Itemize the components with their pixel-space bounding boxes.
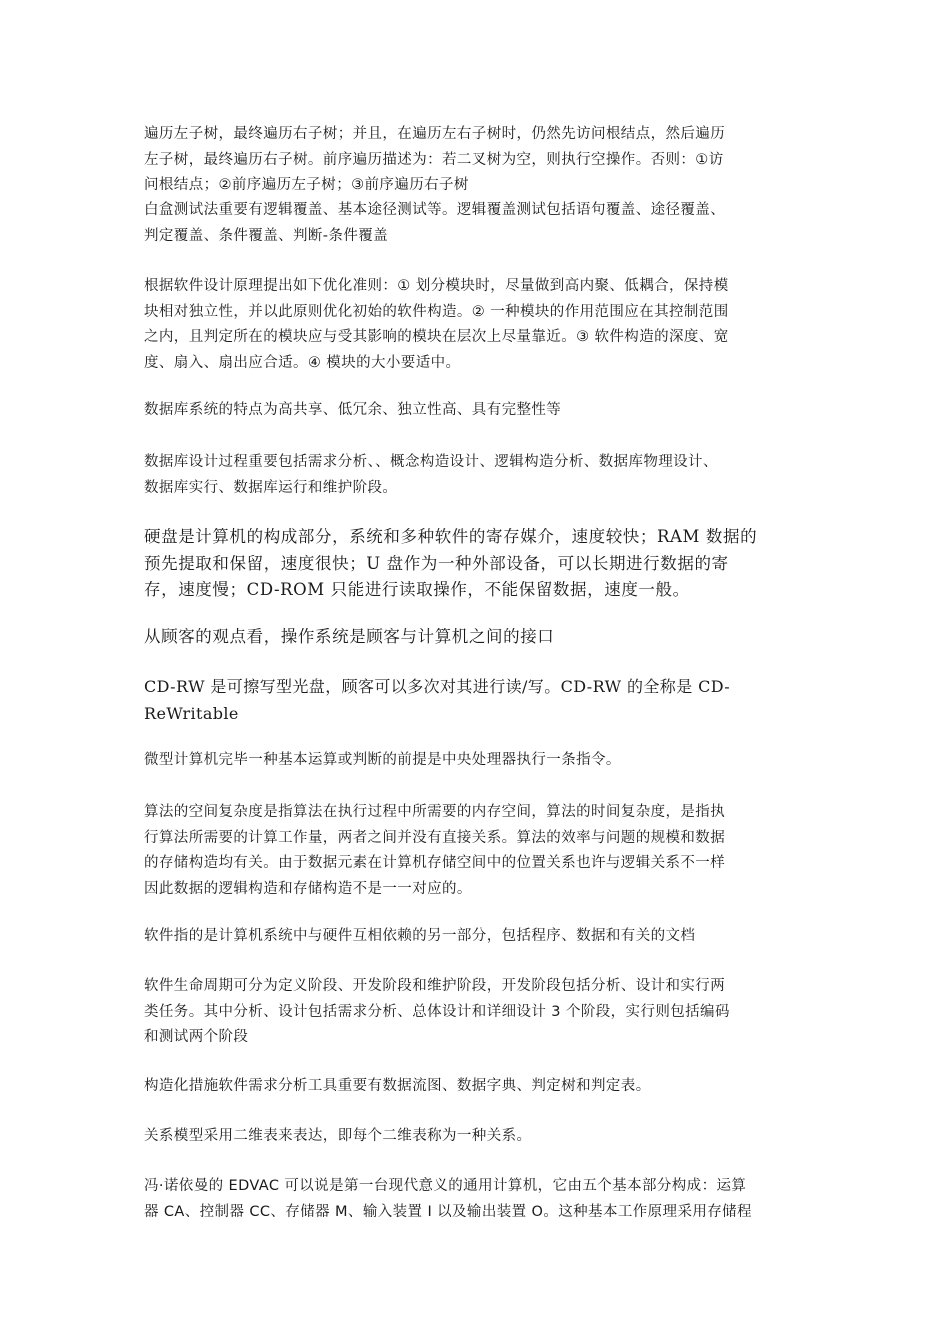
paragraph-whitebox-testing: 白盒测试法重要有逻辑覆盖、基本途径测试等。逻辑覆盖测试包括语句覆盖、途径覆盖、 判定覆盖、条件覆盖、判断-条件覆盖 bbox=[144, 202, 726, 244]
paragraph-von-neumann: 冯·诺依曼的 EDVAC 可以说是第一台现代意义的通用计算机，它由五个基本部分构成：运算 器 CA、控制器 CC、存储器 M、输入装置 I 以及输出装置 O。这种基本工作原理采用存储程 bbox=[144, 1178, 752, 1220]
paragraph-structured-analysis-tools: 构造化措施软件需求分析工具重要有数据流图、数据字典、判定树和判定表。 bbox=[144, 1078, 651, 1094]
paragraph-preorder-traversal: 遍历左子树，最终遍历右子树；并且，在遍历左右子树时，仍然先访问根结点，然后遍历 左子树，最终遍历右子树。前序遍历描述为：若二叉树为空，则执行空操作。否则：①访 问根结点；②前序遍历左子树；③前序遍历右子树 bbox=[144, 126, 726, 193]
paragraph-os-interface: 从顾客的观点看，操作系统是顾客与计算机之间的接口 bbox=[144, 627, 555, 646]
paragraph-database-features: 数据库系统的特点为高共享、低冗余、独立性高、具有完整性等 bbox=[144, 402, 562, 418]
paragraph-software-definition: 软件指的是计算机系统中与硬件互相依赖的另一部分，包括程序、数据和有关的文档 bbox=[144, 928, 696, 944]
paragraph-design-principles: 根据软件设计原理提出如下优化准则：① 划分模块时，尽量做到高内聚、低耦合，保持模 块相对独立性，并以此原则优化初始的软件构造。② 一种模块的作用范围应在其控制范围 之内，且判定所在的模块应与受其影响的模块在层次上尽量靠近。③ 软件构造的深度、宽 度、扇入、扇出应合适。④ 模块的大小要适中。 bbox=[144, 278, 729, 371]
paragraph-storage-devices: 硬盘是计算机的构成部分，系统和多种软件的寄存媒介，速度较快；RAM 数据的 预先提取和保留，速度很快；U 盘作为一种外部设备，可以长期进行数据的寄 存，速度慢；CD-ROM 只能进行读取操作，不能保留数据，速度一般。 bbox=[144, 527, 758, 599]
paragraph-database-design: 数据库设计过程重要包括需求分析、、概念构造设计、逻辑构造分析、数据库物理设计、 数据库实行、数据库运行和维护阶段。 bbox=[144, 454, 718, 496]
paragraph-cd-rw: CD-RW 是可擦写型光盘，顾客可以多次对其进行读/写。CD-RW 的全称是 CD- ReWritable bbox=[144, 677, 731, 723]
paragraph-microcomputer-instruction: 微型计算机完毕一种基本运算或判断的前提是中央处理器执行一条指令。 bbox=[144, 752, 621, 768]
paragraph-software-lifecycle: 软件生命周期可分为定义阶段、开发阶段和维护阶段，开发阶段包括分析、设计和实行两 类任务。其中分析、设计包括需求分析、总体设计和详细设计 3 个阶段，实行则包括编码 和测试两个阶段 bbox=[144, 978, 730, 1045]
paragraph-algorithm-complexity: 算法的空间复杂度是指算法在执行过程中所需要的内存空间，算法的时间复杂度，是指执 行算法所需要的计算工作量，两者之间并没有直接关系。算法的效率与问题的规模和数据 的存储构造均有关。由于数据元素在计算机存储空间中的位置关系也许与逻辑关系不一样 因此数据的逻辑构造和存储构造不是一一对应的。 bbox=[144, 804, 726, 897]
paragraph-relational-model: 关系模型采用二维表来表达，即每个二维表称为一种关系。 bbox=[144, 1128, 532, 1144]
